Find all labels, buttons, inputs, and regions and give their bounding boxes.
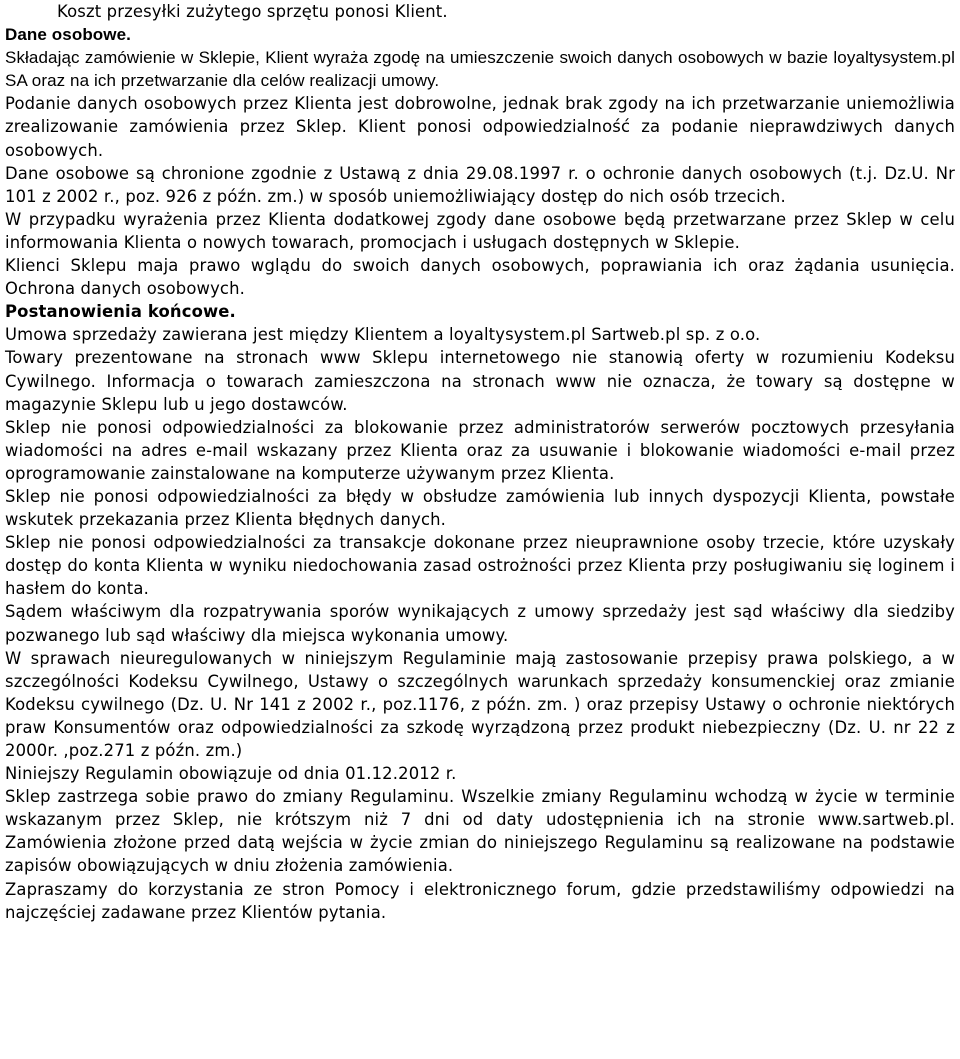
data-access-rights-paragraph: Klienci Sklepu maja prawo wglądu do swoich danych osobowych, poprawiania ich oraz żądania usunięcia. Ochrona danych osobowych. bbox=[5, 256, 955, 299]
effective-date-paragraph: Niniejszy Regulamin obowiązuje od dnia 01.12.2012 r. bbox=[5, 764, 457, 784]
unauthorized-transactions-paragraph: Sklep nie ponosi odpowiedzialności za transakcje dokonane przez nieuprawnione osoby trzecie, które uzyskały dostęp do konta Klienta w wyniku niedochowania zasad ostrożności przez Klienta przy posługiwaniu się loginem i hasłem do konta. bbox=[5, 533, 955, 599]
shipping-cost-paragraph: Koszt przesyłki zużytego sprzętu ponosi Klient. bbox=[57, 2, 448, 21]
amendments-paragraph: Sklep zastrzega sobie prawo do zmiany Regulaminu. Wszelkie zmiany Regulaminu wchodzą w życie w terminie wskazanym przez Sklep, nie krótszym niż 7 dni od daty udostępnienia ich na stronie www.sartweb.pl. Zamówienia złożone przed datą wejścia w życie zmian do niniejszego Regulaminu są realizowane na podstawie zapisów obowiązujących w dniu złożenia zamówienia. bbox=[5, 787, 955, 876]
consent-paragraph: Składając zamówienie w Sklepie, Klient wyraża zgodę na umieszczenie swoich danych osobowych w bazie loyaltysystem.pl SA oraz na ich przetwarzanie dla celów realizacji umowy. bbox=[5, 48, 955, 91]
applicable-law-paragraph: W sprawach nieuregulowanych w niniejszym Regulaminie mają zastosowanie przepisy prawa polskiego, a w szczególności Kodeksu Cywilnego, Ustawy o szczególnych warunkach sprzedaży konsumenckiej oraz zmianie Kodeksu cywilnego (Dz. U. Nr 141 z 2002 r., poz.1176, z późn. zm. ) oraz przepisy Ustawy o ochronie niektórych praw Konsumentów oraz odpowiedzialności za szkodę wyrządzoną przez produkt niebezpieczny (Dz. U. nr 22 z 2000r. ,poz.271 z późn. zm.) bbox=[5, 648, 955, 760]
additional-consent-paragraph: W przypadku wyrażenia przez Klienta dodatkowej zgody dane osobowe będą przetwarzane przez Sklep w celu informowania Klienta o nowych towarach, promocjach i usługach dostępnych w Sklepie. bbox=[5, 209, 955, 252]
personal-data-heading: Dane osobowe. bbox=[5, 25, 131, 45]
order-errors-paragraph: Sklep nie ponosi odpowiedzialności za błędy w obsłudze zamówienia lub innych dyspozycji Klienta, powstałe wskutek przekazania przez Klienta błędnych danych. bbox=[5, 486, 955, 530]
data-protection-law-paragraph: Dane osobowe są chronione zgodnie z Ustawą z dnia 29.08.1997 r. o ochronie danych osobowych (t.j. Dz.U. Nr 101 z 2002 r., poz. 926 z późn. zm.) w sposób uniemożliwiający dostęp do nich osób trzecich. bbox=[5, 163, 955, 206]
email-blocking-paragraph: Sklep nie ponosi odpowiedzialności za blokowanie przez administratorów serwerów pocztowych przesyłania wiadomości na adres e-mail wskazany przez Klienta oraz za usuwanie i blokowanie wiadomości e-mail przez oprogramowanie zainstalowane na komputerze używanym przez Klienta. bbox=[5, 417, 955, 483]
sales-contract-paragraph: Umowa sprzedaży zawierana jest między Klientem a loyaltysystem.pl Sartweb.pl sp. z o.o. bbox=[5, 325, 761, 345]
help-forum-paragraph: Zapraszamy do korzystania ze stron Pomocy i elektronicznego forum, gdzie przedstawiliśmy odpowiedzi na najczęściej zadawane przez Klientów pytania. bbox=[5, 879, 955, 922]
product-offer-paragraph: Towary prezentowane na stronach www Sklepu internetowego nie stanowią oferty w rozumieniu Kodeksu Cywilnego. Informacja o towarach zamieszczona na stronach www nie oznacza, że towary są dostępne w magazynie Sklepu lub u jego dostawców. bbox=[5, 348, 955, 414]
voluntary-data-paragraph: Podanie danych osobowych przez Klienta jest dobrowolne, jednak brak zgody na ich przetwarzanie uniemożliwia zrealizowanie zamówienia przez Sklep. Klient ponosi odpowiedzialność za podanie nieprawdziwych danych osobowych. bbox=[5, 94, 955, 160]
regulations-document bbox=[5, 0, 955, 924]
jurisdiction-paragraph: Sądem właściwym dla rozpatrywania sporów wynikających z umowy sprzedaży jest sąd właściwy dla siedziby pozwanego lub sąd właściwy dla miejsca wykonania umowy. bbox=[5, 602, 955, 645]
final-provisions-heading: Postanowienia końcowe. bbox=[5, 302, 236, 322]
